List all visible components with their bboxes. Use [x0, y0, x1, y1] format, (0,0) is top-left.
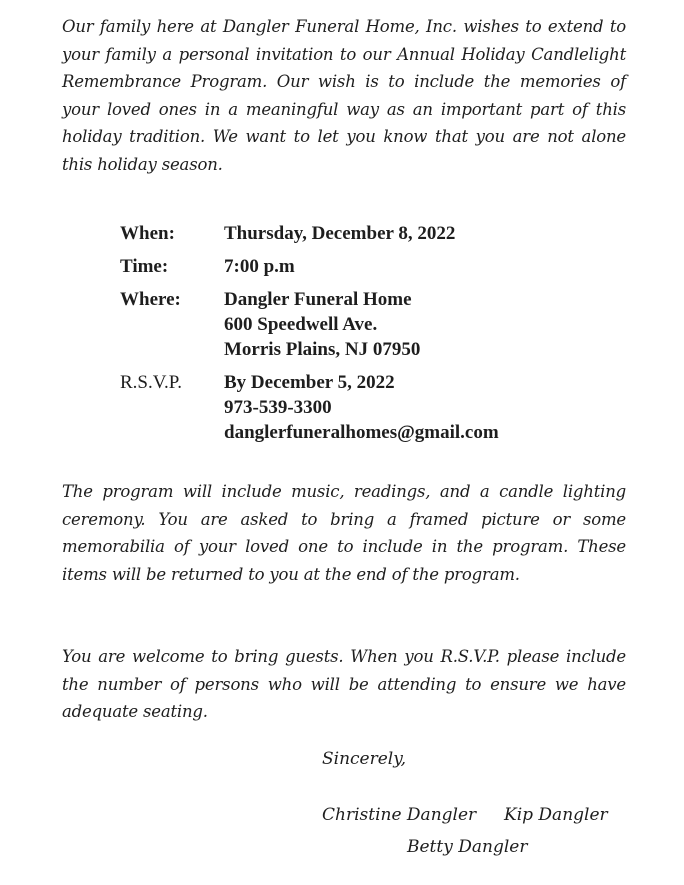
rsvp-label: R.S.V.P.: [120, 372, 182, 393]
where-city: Morris Plains, NJ 07950: [224, 339, 421, 360]
where-street: 600 Speedwell Ave.: [224, 314, 378, 335]
rsvp-email: danglerfuneralhomes@gmail.com: [224, 422, 499, 443]
when-row: [120, 221, 620, 246]
signer-kip: Kip Dangler: [504, 805, 608, 825]
guests-paragraph: You are welcome to bring guests. When you R.S.V.P. please include the number of persons who will be attending to ensure we have adequate seating.: [62, 647, 626, 721]
rsvp-row: [120, 370, 620, 445]
when-value: Thursday, December 8, 2022: [224, 223, 456, 244]
time-row: [120, 254, 620, 279]
where-row: [120, 287, 620, 362]
rsvp-phone: 973-539-3300: [224, 397, 332, 418]
intro-paragraph: Our family here at Dangler Funeral Home, Inc. wishes to extend to your family a personal invitation to our Annual Holiday Candlelight Remembrance Program. Our wish is to include the memories of your loved ones in a meaningful way as an important part of this holiday tradition. We want to let you know that you are not alone this holiday season.: [62, 17, 626, 174]
signer-christine: Christine Dangler: [322, 805, 477, 825]
time-label: Time:: [120, 256, 169, 277]
signer-betty: Betty Dangler: [407, 837, 528, 857]
where-venue: Dangler Funeral Home: [224, 289, 412, 310]
event-details: [120, 221, 620, 453]
rsvp-deadline: By December 5, 2022: [224, 372, 395, 393]
where-label: Where:: [120, 289, 181, 310]
when-label: When:: [120, 223, 175, 244]
program-paragraph: The program will include music, readings, and a candle lighting ceremony. You are asked to bring a framed picture or some memorabilia of your loved one to include in the program. These items will be returned to you at the end of the program.: [62, 482, 626, 584]
time-value: 7:00 p.m: [224, 256, 295, 277]
salutation: Sincerely,: [322, 749, 406, 769]
